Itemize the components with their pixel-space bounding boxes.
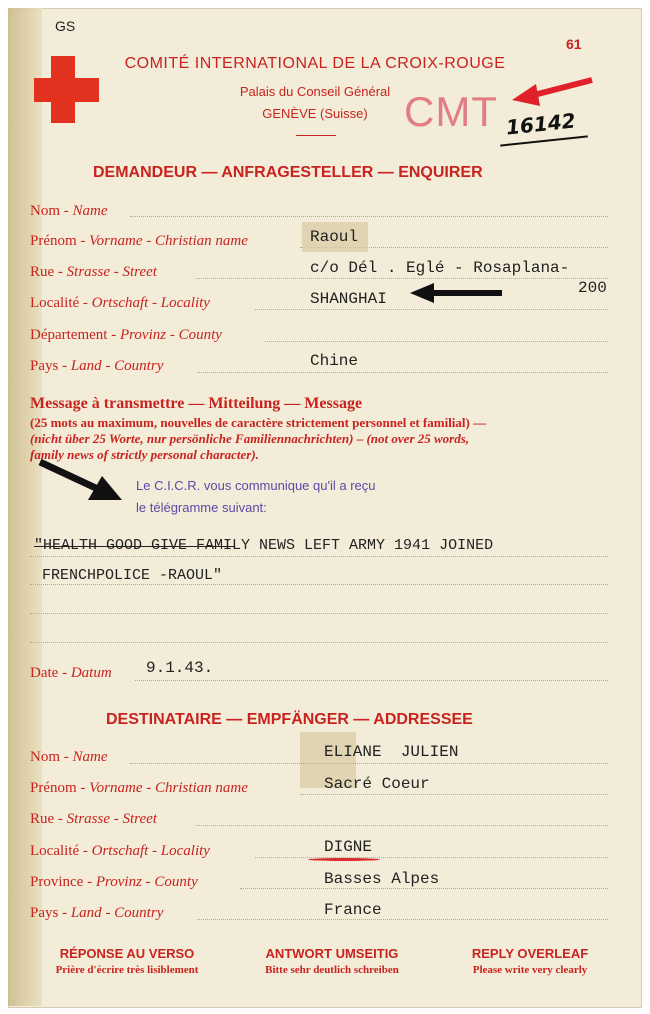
black-arrow-icon [36,456,126,504]
page-number: 61 [566,36,582,52]
enquirer-department-label: Département - Provinz - County [30,327,222,343]
red-cross-icon-bar [34,78,99,102]
strikethrough [34,546,234,547]
addressee-heading: DESTINATAIRE — EMPFÄNGER — ADDRESSEE [106,711,473,728]
org-name: COMITÉ INTERNATIONAL DE LA CROIX-ROUGE [124,55,506,72]
footer-subtitle: Bitte sehr deutlich schreiben [265,964,399,976]
addressee-locality-label: Localité - Ortschaft - Locality [30,843,210,859]
corner-code: GS [55,18,76,34]
dotted-line [135,680,608,681]
enquirer-firstname-label: Prénom - Vorname - Christian name [30,233,248,249]
dotted-line [30,584,608,585]
footer-title: ANTWORT UMSEITIG [265,946,399,961]
black-arrow-icon [408,282,504,304]
header-rule [296,135,336,136]
message-instruction-2: (nicht über 25 Worte, nur persönliche Familiennachrichten) – (not over 25 words, [30,431,470,446]
date-label: Date - Datum [30,665,112,681]
cmt-stamp: CMT [404,88,498,135]
enquirer-street-value: c/o Dél . Eglé - Rosaplana- [310,259,570,277]
enquirer-firstname-value: Raoul [310,228,359,246]
footer-reply-en [432,946,628,976]
dotted-line [130,763,608,764]
icrc-stamp-line-2: le télégramme suivant: [136,500,267,515]
dotted-line [240,888,608,889]
addressee-country-label: Pays - Land - Country [30,905,164,921]
dotted-line [30,642,608,643]
footer-title: RÉPONSE AU VERSO [59,946,195,961]
addressee-province-label: Province - Provinz - County [30,874,198,890]
org-address-1: Palais du Conseil Général [239,84,391,99]
addressee-province-value: Basses Alpes [324,870,440,888]
dotted-line [30,556,608,557]
dotted-line [265,341,608,342]
message-instruction-1: (25 mots au maximum, nouvelles de caractère strictement personnel et familial) — [30,415,487,430]
addressee-country-value: France [324,901,382,919]
message-line-2: FRENCHPOLICE -RAOUL" [42,567,223,584]
addressee-firstname-label: Prénom - Vorname - Christian name [30,780,248,796]
addressee-name-label: Nom - Name [30,749,108,765]
footer-reply-de [232,946,432,976]
date-value: 9.1.43. [146,659,214,677]
enquirer-heading: DEMANDEUR — ANFRAGESTELLER — ENQUIRER [93,164,483,181]
red-underline [308,858,380,861]
dotted-line [197,372,608,373]
icrc-stamp-line-1: Le C.I.C.R. vous communique qu'il a reçu [136,478,376,493]
dotted-line [255,857,608,858]
footer-subtitle: Prière d'écrire très lisiblement [55,964,199,976]
dotted-line [300,794,608,795]
dotted-line [30,613,608,614]
dotted-line [130,216,608,217]
footer-title: REPLY OVERLEAF [471,946,589,961]
reference-number: 16142 [504,108,577,140]
dotted-line [195,278,608,279]
footer-subtitle: Please write very clearly [472,964,588,976]
addressee-name-value: ELIANE JULIEN [324,743,459,761]
message-instruction-3: family news of strictly personal character). [30,447,259,462]
red-arrow-icon [500,70,596,110]
dotted-line [197,919,608,920]
enquirer-country-value: Chine [310,352,359,370]
message-line-1: "HEALTH GOOD GIVE FAMILY NEWS LEFT ARMY 1941 JOINED [34,537,494,554]
enquirer-locality-value: SHANGHAI [310,290,387,308]
org-address-2: GENÈVE (Suisse) [262,106,368,121]
enquirer-street-label: Rue - Strasse - Street [30,264,157,280]
addressee-street-label: Rue - Strasse - Street [30,811,157,827]
enquirer-country-label: Pays - Land - Country [30,358,164,374]
enquirer-name-label: Nom - Name [30,203,108,219]
message-heading: Message à transmettre — Mitteilung — Message [30,395,363,412]
dotted-line [255,309,608,310]
dotted-line [195,825,608,826]
enquirer-locality-label: Localité - Ortschaft - Locality [30,295,210,311]
addressee-firstname-value: Sacré Coeur [324,775,430,793]
addressee-locality-value: DIGNE [324,838,373,856]
footer-reply-fr [22,946,232,976]
enquirer-street-continued: 200 [578,279,607,297]
